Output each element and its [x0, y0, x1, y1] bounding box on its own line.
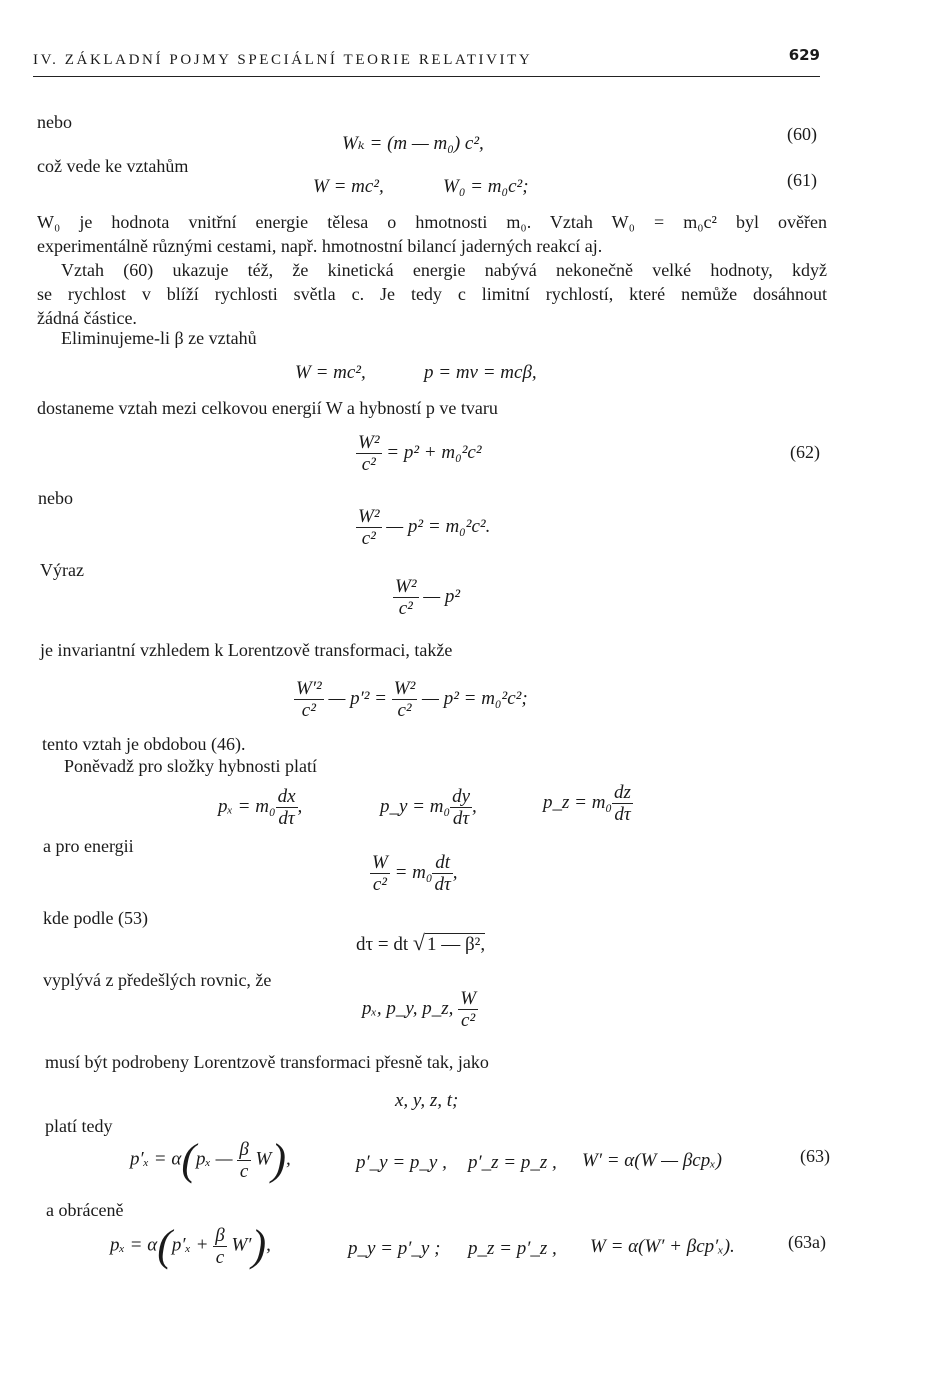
equation-number-63: (63): [800, 1146, 830, 1166]
text-kde-podle: kde podle (53): [43, 908, 148, 928]
paragraph-kinetic-energy: [37, 258, 827, 330]
equation-number-63a: (63a): [788, 1232, 826, 1252]
fraction-w-c2: $\frac{W}{\text{c²}}$: [372, 852, 388, 895]
fraction-dx-dtau: $\frac{dx}{d\tau}$: [277, 786, 296, 829]
equation-61a: W = mc²,: [313, 176, 384, 197]
equation-elim-a: W = mc²,: [295, 362, 366, 383]
fraction-beta-c: $\frac{\beta}{c}$: [239, 1138, 249, 1182]
text-a-obracene: a obráceně: [46, 1200, 124, 1220]
text-a-pro-energii: a pro energii: [43, 836, 134, 856]
fraction-w-c2: $\frac{W}{\text{c²}}$: [460, 988, 477, 1031]
equation-63: p′ₓ = α(pₓ — $\frac{\beta}{c}$ W),: [130, 1135, 291, 1184]
equation-xyzt: x, y, z, t;: [395, 1090, 459, 1111]
text-ponevadz: Poněvadž pro složky hybnosti platí: [64, 756, 317, 776]
equation-elim-b: p = mv = mcβ,: [424, 362, 537, 383]
text-eliminujeme: Eliminujeme-li β ze vztahů: [61, 328, 257, 348]
equation-60: Wₖ = (m — m₀) c²,: [342, 133, 484, 154]
text-musi: musí být podrobeny Lorentzově transformaci přesně tak, jako: [45, 1052, 489, 1072]
fraction-w2-c2: $\frac{\text{W²}}{\text{c²}}$: [358, 432, 380, 475]
text-plati-tedy: platí tedy: [45, 1116, 113, 1136]
equation-number-62: (62): [790, 442, 820, 462]
paragraph-line: Vztah (60) ukazuje též, že kinetická energie nabývá nekonečně velké hodnoty, když: [61, 260, 827, 280]
equation-nebo: $\frac{\text{W²}}{\text{c²}}$ — p² = m₀²c².: [358, 506, 491, 549]
text-nebo-1: nebo: [37, 112, 72, 132]
equation-63-w: W′ = α(W — βcpₓ): [582, 1150, 722, 1171]
equation-63a-w: W = α(W′ + βcp′ₓ).: [590, 1236, 735, 1257]
equation-63a-py: p_y = p′_y ;: [348, 1238, 441, 1259]
fraction-dz-dtau: $\frac{dz}{d\tau}$: [614, 782, 631, 825]
text-nebo-2: nebo: [38, 488, 73, 508]
equation-energy: $\frac{W}{\text{c²}}$ = m₀ $\frac{dt}{d\tau}$ ,: [372, 852, 458, 895]
paragraph-line: experimentálně různými cestami, např. hmotnostní bilancí jaderných reakcí aj.: [37, 236, 603, 256]
fraction-wp2-c2: $\frac{\text{W′²}}{\text{c²}}$: [296, 678, 322, 721]
fraction-dy-dtau: $\frac{dy}{d\tau}$: [452, 786, 471, 829]
paragraph-internal-energy: [37, 210, 827, 258]
equation-63a-pz: p_z = p′_z ,: [468, 1238, 557, 1259]
paragraph-line: se rychlost v blíží rychlosti světla c. Je tedy c limitní rychlostí, které nemůže dosáhnout: [37, 284, 827, 304]
text-dostaneme: dostaneme vztah mezi celkovou energií W a hybností p ve tvaru: [37, 398, 498, 418]
equation-63-py: p′_y = p_y ,: [356, 1152, 447, 1173]
equation-pz: p_z = m₀ $\frac{dz}{d\tau}$: [543, 782, 631, 825]
equation-63-pz: p′_z = p_z ,: [468, 1152, 557, 1173]
page-number: 629: [788, 46, 820, 64]
text-vyraz: Výraz: [40, 560, 84, 580]
paragraph-line: W₀ je hodnota vnitřní energie tělesa o hmotnosti m₀. Vztah W₀ = m₀c² byl ověřen: [37, 212, 827, 232]
text-tento: tento vztah je obdobou (46).: [42, 734, 246, 754]
equation-63a: pₓ = α(p′ₓ + $\frac{\beta}{c}$ W′),: [110, 1221, 271, 1270]
equation-py: p_y = m₀ $\frac{dy}{d\tau}$ ,: [380, 786, 477, 829]
fraction-w2-c2: $\frac{\text{W²}}{\text{c²}}$: [395, 576, 417, 619]
text-invariant: je invariantní vzhledem k Lorentzově transformaci, takže: [40, 640, 453, 660]
text-coz: což vede ke vztahům: [37, 156, 189, 176]
chapter-title: IV. ZÁKLADNÍ POJMY SPECIÁLNÍ TEORIE RELATIVITY: [33, 52, 533, 68]
equation-dtau: dτ = dt √ 1 — β²,: [356, 930, 486, 955]
fraction-w2-c2: $\frac{\text{W²}}{\text{c²}}$: [393, 678, 416, 721]
equation-number-61: (61): [787, 170, 817, 190]
fraction-w2-c2: $\frac{\text{W²}}{\text{c²}}$: [358, 506, 380, 549]
text-vyplyva: vyplývá z předešlých rovnic, že: [43, 970, 272, 990]
equation-vyraz: $\frac{\text{W²}}{\text{c²}}$ — p²: [395, 576, 461, 619]
equation-number-60: (60): [787, 124, 817, 144]
page-header: [33, 46, 820, 77]
equation-61b: W₀ = m₀c²;: [443, 176, 529, 197]
equation-px: pₓ = m₀ $\frac{dx}{d\tau}$ ,: [218, 786, 303, 829]
fraction-beta-c: $\frac{\beta}{c}$: [215, 1224, 225, 1268]
equation-invariant: $\frac{\text{W′²}}{\text{c²}}$ — p′² = $\frac{\text{W²}}{\text{c²}}$ — p² = m₀²c²;: [296, 678, 528, 721]
equation-62: $\frac{\text{W²}}{\text{c²}}$ = p² + m₀²c²: [358, 432, 482, 475]
equation-components: pₓ, p_y, p_z, $\frac{W}{\text{c²}}$: [362, 988, 477, 1031]
paragraph-line: žádná částice.: [37, 308, 137, 328]
fraction-dt-dtau: $\frac{dt}{d\tau}$: [434, 852, 451, 895]
